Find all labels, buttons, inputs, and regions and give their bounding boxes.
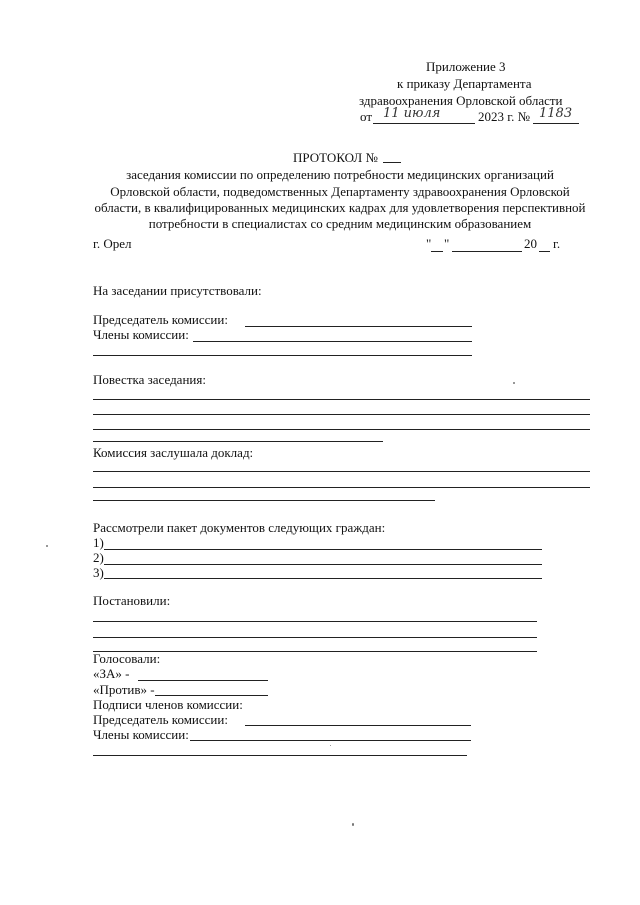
scan-speck — [330, 745, 331, 746]
signature-chairman-blank — [245, 725, 471, 726]
appendix-order-ref: к приказу Департамента — [397, 76, 532, 91]
vote-for-blank — [138, 680, 268, 681]
protocol-subtitle-line-2: Орловской области, подведомственных Департаменту здравоохранения Орловской — [110, 184, 570, 199]
agenda-heading: Повестка заседания: — [93, 372, 206, 387]
signatures-heading: Подписи членов комиссии: — [93, 697, 243, 712]
document-item-2: 2) — [93, 550, 104, 565]
agenda-line-2 — [93, 414, 590, 415]
document-item-3: 3) — [93, 565, 104, 580]
decided-heading: Постановили: — [93, 593, 171, 608]
appendix-number: Приложение 3 — [426, 59, 506, 74]
document-item-3-blank — [104, 578, 542, 579]
handwritten-number: 1183 — [539, 106, 573, 121]
protocol-subtitle-line-1: заседания комиссии по определению потребности медицинских организаций — [126, 167, 554, 182]
date-month-blank — [452, 251, 522, 252]
number-underline — [533, 123, 579, 124]
protocol-subtitle-line-3: области, в квалифицированных медицинских кадрах для удовлетворения перспективной — [94, 200, 586, 215]
decided-line-1 — [93, 621, 537, 622]
chairman-blank — [245, 326, 472, 327]
date-underline — [373, 123, 475, 124]
voted-label: Голосовали: — [93, 651, 161, 666]
report-heading: Комиссия заслушала доклад: — [93, 445, 254, 460]
decided-line-2 — [93, 637, 537, 638]
protocol-number-blank — [383, 162, 401, 163]
scan-speck — [352, 823, 354, 826]
appendix-date-prefix: от — [360, 109, 373, 124]
scan-speck — [513, 382, 515, 384]
handwritten-date: 11 июля — [383, 106, 441, 121]
members-label: Члены комиссии: — [93, 327, 189, 342]
appendix-department: здравоохранения Орловской области — [359, 93, 563, 108]
date-open-quote: " — [426, 236, 432, 251]
agenda-line-1 — [93, 399, 590, 400]
signature-members-blank — [190, 740, 471, 741]
date-close-quote: " — [444, 236, 450, 251]
report-line-1 — [93, 471, 590, 472]
documents-heading: Рассмотрели пакет документов следующих граждан: — [93, 520, 386, 535]
document-item-1: 1) — [93, 535, 104, 550]
document-item-2-blank — [104, 564, 542, 565]
members-blank — [193, 341, 472, 342]
vote-for-label: «ЗА» - — [93, 666, 130, 681]
agenda-line-4 — [93, 441, 383, 442]
city: г. Орел — [93, 236, 132, 251]
protocol-title: ПРОТОКОЛ № — [293, 150, 378, 165]
vote-against-blank — [155, 695, 268, 696]
signature-members-label: Члены комиссии: — [93, 727, 189, 742]
report-line-3 — [93, 500, 435, 501]
protocol-subtitle-line-4: потребности в специалистах со средним медицинским образованием — [148, 216, 532, 231]
chairman-label: Председатель комиссии: — [93, 312, 228, 327]
vote-against-label: «Против» - — [93, 682, 155, 697]
signature-members-blank-2 — [93, 755, 467, 756]
date-year-blank — [539, 251, 550, 252]
date-year-suffix: г. — [553, 236, 561, 251]
signature-chairman-label: Председатель комиссии: — [93, 712, 228, 727]
appendix-year-number: 2023 г. № — [478, 109, 531, 124]
document-item-1-blank — [104, 549, 542, 550]
report-line-2 — [93, 487, 590, 488]
scan-speck — [46, 545, 48, 547]
present-heading: На заседании присутствовали: — [93, 283, 262, 298]
agenda-line-3 — [93, 429, 590, 430]
members-blank-2 — [93, 355, 472, 356]
date-year-prefix: 20 — [524, 236, 537, 251]
date-day-blank — [431, 251, 443, 252]
